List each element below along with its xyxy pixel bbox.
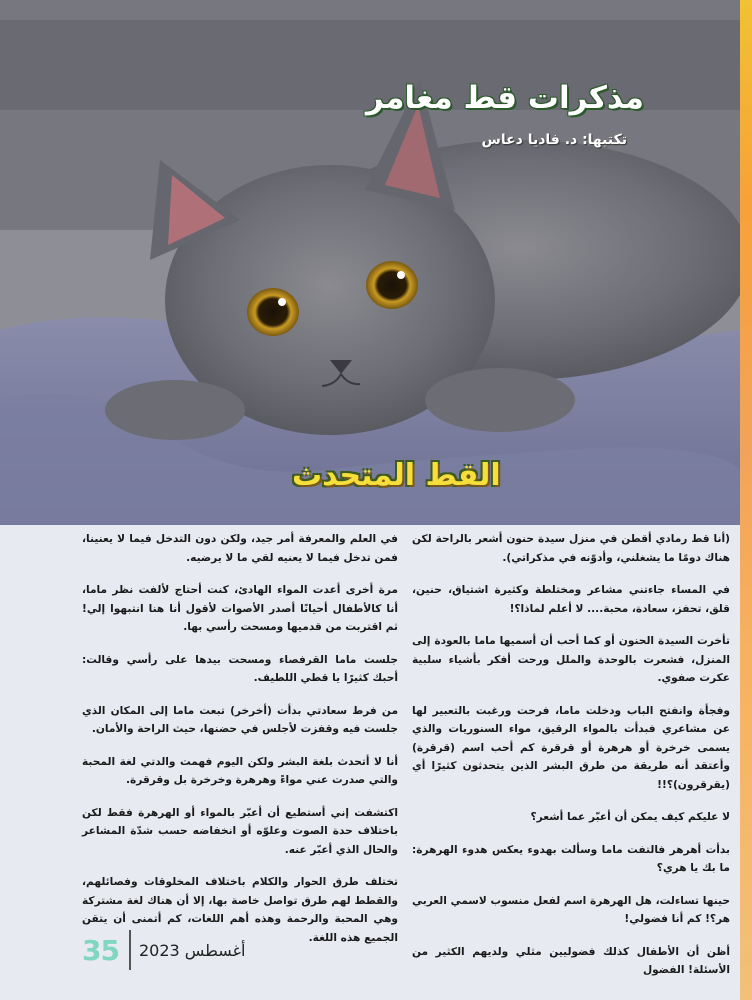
issue-date: أغسطس 2023 bbox=[138, 940, 246, 960]
paragraph: جلست ماما القرفصاء ومسحت بيدها على رأسي وقالت: أحبك كثيرًا يا قطي اللطيف. bbox=[82, 653, 398, 684]
paragraph: بدأت أهرهر فالتفت ماما وسألت بهدوء يعكس هدوء الهرهرة: ما بك يا هري؟ bbox=[412, 843, 730, 874]
paragraph: مرة أخرى أعدت المواء الهادئ، كنت أحتاج لألفت نظر ماما، أنا كالأطفال أحيانًا أصدر الأصوات لأقول أنا هنا انتبهوا إلي! ثم اقتربت من قدميها ومسحت رأسي بها. bbox=[82, 584, 398, 633]
author-byline: تكتبها: د. فاديا دعاس bbox=[481, 132, 627, 148]
column-title: مذكرات قط مغامر bbox=[365, 80, 644, 116]
paragraph: تختلف طرق الحوار والكلام باختلاف المخلوقات وفصائلهم، والقطط لهم طرق تواصل خاصة بها، إلا أن هناك لغة مشتركة وهي المحبة والرحمة وهذه أهم اللغات، كم أتمنى أن يتقن الجميع هذه اللغة. bbox=[82, 876, 398, 944]
paragraph: أظن أن الأطفال كذلك فضوليين مثلي ولديهم الكثير من الأسئلة! الفضول bbox=[412, 945, 730, 976]
footer-divider bbox=[129, 930, 131, 970]
paragraph: اكتشفت إني أستطيع أن أعبّر بالمواء أو الهرهرة فقط لكن باختلاف حدة الصوت وعلوّه أو انخفاضه حسب شدّة المشاعر والحال الذي أعبّر عنه. bbox=[82, 806, 398, 856]
paragraph: من فرط سعادتي بدأت (أخرخر) تبعت ماما إلى المكان الذي جلست فيه وقفزت لأجلس في حضنها، حيث الراحة والأمان. bbox=[82, 704, 398, 735]
paragraph: أنا لا أتحدث بلغة البشر ولكن اليوم فهمت والدتي لغة المحبة والتي صدرت عني مواءً وهرهرة وخرخرة بل وقرقرة. bbox=[82, 755, 398, 786]
paragraph: تأخرت السيدة الحنون أو كما أحب أن أسميها ماما بالعودة إلى المنزل، فشعرت بالوحدة والملل ورحت أفكر بأشياء سلبية عكرت صفوي. bbox=[412, 635, 730, 684]
page-footer bbox=[82, 935, 245, 965]
text-column-right bbox=[412, 530, 730, 994]
paragraph: (أنا قط رمادي أقطن في منزل سيدة حنون أشعر بالراحة لكن هناك دومًا ما يشغلني، وأدوّنه في مذكراتي). bbox=[412, 533, 730, 564]
page-edge-strip bbox=[740, 0, 752, 1000]
paragraph: لا عليكم كيف يمكن أن أعبّر عما أشعر؟ bbox=[530, 811, 730, 823]
paragraph: في العلم والمعرفة أمر جيد، ولكن دون التدخل فيما لا يعنينا، فمن تدخل فيما لا يعنيه لقي ما لا يرضيه. bbox=[82, 533, 398, 564]
paragraph: في المساء جاءتني مشاعر ومختلطة وكثيرة اشتياق، حنين، قلق، تحفز، سعادة، محبة.... لا أعلم لماذا؟! bbox=[412, 584, 730, 615]
story-title: القط المتحدث bbox=[292, 458, 501, 493]
page-number: 35 bbox=[82, 933, 119, 967]
paragraph: وفجأة وانفتح الباب ودخلت ماما، فرحت ورغبت بالتعبير لها عن مشاعري فبدأت بالمواء الرقيق، مواء السنوريات والذي يسمى خرخرة أو هرهرة أو قرقرة كم أحب اسم (قرقرة) وأعتقد أنه طريقة من طرق البشر الذين يتحدثون كثيرًا أي (يقرقرون)؟!! bbox=[412, 704, 730, 791]
paragraph: حينها تساءلت، هل الهرهرة اسم لفعل منسوب لاسمي العربي هر؟! كم أنا فضولي! bbox=[412, 894, 730, 925]
text-column-left bbox=[82, 530, 398, 961]
